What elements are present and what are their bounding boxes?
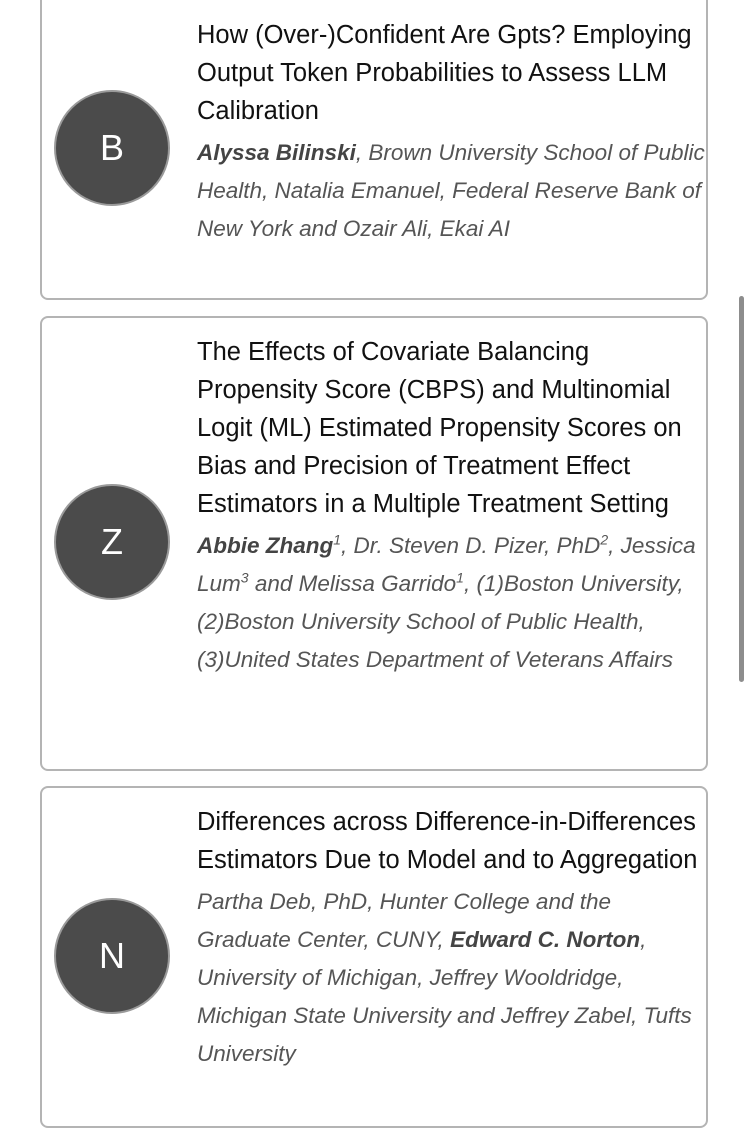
authors-text: , University of Michigan, Jeffrey Wooldridge, Michigan State University and Jeffrey Zabel, Tufts University (197, 927, 692, 1066)
paper-avatar: Z (54, 484, 170, 600)
paper-content (197, 803, 710, 1073)
affiliation-sup: 3 (240, 569, 249, 586)
paper-title[interactable]: How (Over-)Confident Are Gpts? Employing Output Token Probabilities to Assess LLM Calibration (197, 21, 692, 125)
authors-text: Partha Deb, PhD, Hunter College and the Graduate Center, CUNY, (197, 889, 611, 952)
paper-avatar: B (54, 90, 170, 206)
paper-authors (197, 883, 710, 1073)
authors-text: , Brown University School of Public Health, Natalia Emanuel, Federal Reserve Bank of New York and Ozair Ali, Ekai AI (197, 140, 705, 241)
presenter-name: Edward C. Norton (450, 927, 641, 952)
paper-card[interactable] (40, 316, 708, 771)
paper-authors (197, 527, 710, 679)
presenter-name: Abbie Zhang (197, 533, 334, 558)
paper-card[interactable] (40, 786, 708, 1128)
paper-authors (197, 134, 710, 248)
paper-title[interactable]: Differences across Difference-in-Differences Estimators Due to Model and to Aggregation (197, 808, 698, 874)
affiliation-sup: 1 (456, 569, 464, 586)
paper-avatar: N (54, 898, 170, 1014)
scrollbar[interactable] (739, 296, 744, 682)
paper-content (197, 16, 710, 248)
paper-card[interactable] (40, 0, 708, 300)
paper-content (197, 333, 710, 679)
affiliation-sup: 2 (600, 531, 609, 548)
paper-title[interactable]: The Effects of Covariate Balancing Propensity Score (CBPS) and Multinomial Logit (ML) Estimated Propensity Scores on Bias and Precision of Treatment Effect Estimators in a Multiple Treatment Setting (197, 338, 682, 518)
affiliation-sup: 1 (333, 531, 342, 548)
authors-text: , Dr. Steven D. Pizer, PhD (341, 533, 601, 558)
authors-text: and Melissa Garrido (248, 571, 457, 596)
authors-text: , Jessica Lum (197, 533, 696, 596)
authors-text: , (1)Boston University, (2)Boston University School of Public Health, (3)United States Department of Veterans Affairs (197, 571, 684, 672)
presenter-name: Alyssa Bilinski (197, 140, 356, 165)
